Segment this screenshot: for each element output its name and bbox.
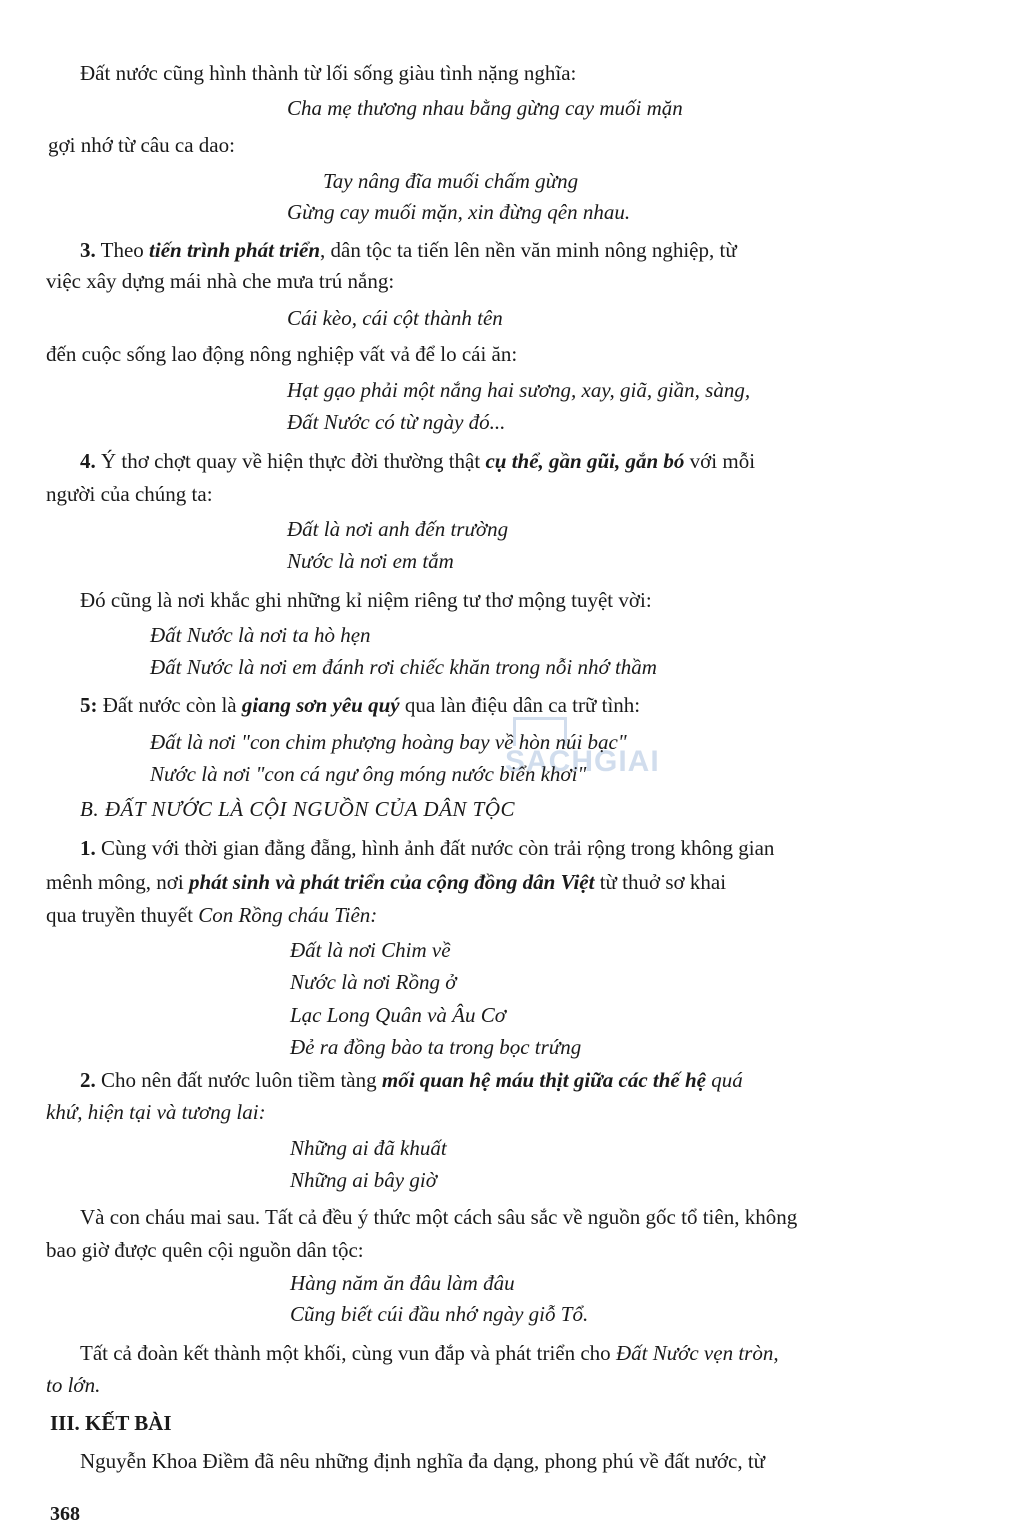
text-segment: Đất nước còn là	[97, 693, 242, 717]
text-segment: bao giờ được quên cội nguồn dân tộc:	[46, 1238, 364, 1262]
text-segment: tiến trình phát triển	[149, 238, 321, 262]
text-segment: Con Rồng cháu Tiên:	[198, 903, 378, 927]
verse-line	[290, 1034, 581, 1060]
text-segment: Lạc Long Quân và Âu Cơ	[290, 1003, 506, 1027]
text-segment: Đất Nước vẹn tròn,	[615, 1341, 779, 1365]
verse-line	[287, 305, 503, 331]
text-segment: từ thuở sơ khai	[594, 870, 727, 894]
text-line	[80, 237, 737, 263]
text-line	[46, 902, 377, 928]
watermark-logo: SACHGIAI	[505, 715, 620, 785]
text-segment: quá	[705, 1068, 743, 1092]
verse-line	[290, 1002, 506, 1028]
text-segment: Cho nên đất nước luôn tiềm tàng	[95, 1068, 382, 1092]
text-segment: với mỗi	[684, 449, 756, 473]
verse-line	[290, 969, 456, 995]
text-segment: Gừng cay muối mặn, xin đừng qên nhau.	[287, 200, 631, 224]
text-segment: Cha mẹ thương nhau bằng gừng cay muối mặn	[287, 96, 683, 120]
page-number: 368	[50, 1503, 80, 1525]
verse-line	[290, 1301, 588, 1327]
verse-line	[287, 199, 630, 225]
text-line	[46, 481, 213, 507]
text-line	[80, 1448, 765, 1474]
text-segment: Những ai bây giờ	[290, 1168, 437, 1192]
text-segment: Đất Nước là nơi em đánh rơi chiếc khăn trong nỗi nhớ thầm	[150, 655, 657, 679]
text-segment: Đất là nơi Chim về	[290, 938, 451, 962]
text-line	[80, 587, 652, 613]
verse-line	[290, 1167, 437, 1193]
text-segment: Tay nâng đĩa muối chấm gừng	[323, 169, 579, 193]
text-segment: Tất cả đoàn kết thành một khối, cùng vun đắp và phát triển cho	[80, 1341, 616, 1365]
text-segment: 4.	[80, 449, 96, 473]
text-line	[80, 448, 755, 474]
text-line	[46, 268, 394, 294]
text-segment: Theo	[95, 238, 150, 262]
text-segment: Đó cũng là nơi khắc ghi những kỉ niệm riêng tư thơ mộng tuyệt vời:	[80, 588, 652, 612]
verse-line	[287, 95, 683, 121]
verse-line	[287, 377, 750, 403]
text-segment: Nước là nơi em tắm	[287, 549, 454, 573]
text-segment: Đẻ ra đồng bào ta trong bọc trứng	[290, 1035, 582, 1059]
text-segment: 3.	[80, 238, 96, 262]
verse-line	[150, 761, 586, 787]
text-line	[80, 1204, 797, 1230]
text-segment: đến cuộc sống lao động nông nghiệp vất vả để lo cái ăn:	[46, 342, 518, 366]
text-segment: khứ, hiện tại và tương lai:	[46, 1100, 266, 1124]
text-segment: Ý thơ chợt quay về hiện thực đời thường thật	[95, 449, 486, 473]
text-segment: phát sinh và phát triển của cộng đồng dân Việt	[188, 870, 595, 894]
verse-line	[150, 654, 657, 680]
verse-line	[150, 729, 627, 755]
text-segment: Nguyễn Khoa Điềm đã nêu những định nghĩa đa dạng, phong phú về đất nước, từ	[80, 1449, 766, 1473]
text-segment: 5:	[80, 693, 98, 717]
text-segment: Đất là nơi anh đến trường	[287, 517, 509, 541]
text-line	[48, 132, 235, 158]
text-segment: giang sơn yêu quý	[241, 693, 400, 717]
text-line	[80, 1067, 743, 1093]
text-segment: III. KẾT BÀI	[50, 1411, 172, 1435]
text-segment: việc xây dựng mái nhà che mưa trú nắng:	[46, 269, 395, 293]
text-line	[80, 60, 576, 86]
text-segment: , dân tộc ta tiến lên nền văn minh nông nghiệp, từ	[320, 238, 737, 262]
text-segment: Và con cháu mai sau. Tất cả đều ý thức một cách sâu sắc về nguồn gốc tổ tiên, không	[80, 1205, 798, 1229]
verse-line	[290, 937, 451, 963]
verse-line	[290, 1270, 515, 1296]
text-segment: Cũng biết cúi đầu nhớ ngày giỗ Tổ.	[290, 1302, 589, 1326]
text-segment: Nước là nơi "con cá ngư ông móng nước biển khơi"	[150, 762, 587, 786]
text-segment: Những ai đã khuất	[290, 1136, 447, 1160]
text-segment: mối quan hệ máu thịt giữa các thế hệ	[381, 1068, 706, 1092]
verse-line	[150, 622, 371, 648]
text-line	[46, 1099, 266, 1125]
text-segment: Cùng với thời gian đằng đẵng, hình ảnh đất nước còn trải rộng trong không gian	[95, 836, 775, 860]
section-heading	[80, 796, 515, 822]
text-segment: Đất nước cũng hình thành từ lối sống giàu tình nặng nghĩa:	[80, 61, 577, 85]
text-line	[80, 692, 640, 718]
text-segment: 1.	[80, 836, 96, 860]
text-segment: Đất Nước có từ ngày đó...	[287, 410, 506, 434]
text-line	[46, 1372, 100, 1398]
text-segment: to lớn.	[46, 1373, 101, 1397]
text-line	[46, 1237, 364, 1263]
text-segment: Đất là nơi "con chim phượng hoàng bay về hòn núi bạc"	[150, 730, 627, 754]
text-segment: Đất Nước là nơi ta hò hẹn	[150, 623, 371, 647]
text-segment: Nước là nơi Rồng ở	[290, 970, 457, 994]
verse-line	[287, 548, 454, 574]
text-segment: 2.	[80, 1068, 96, 1092]
text-segment: qua làn điệu dân ca trữ tình:	[399, 693, 641, 717]
text-segment: Cái kèo, cái cột thành tên	[287, 306, 503, 330]
verse-line	[290, 1135, 447, 1161]
text-line	[46, 869, 726, 895]
verse-line	[323, 168, 578, 194]
text-segment: Hàng năm ăn đâu làm đâu	[290, 1271, 515, 1295]
text-segment: người của chúng ta:	[46, 482, 213, 506]
text-line	[80, 1340, 779, 1366]
text-line	[46, 341, 517, 367]
section-heading	[50, 1410, 172, 1436]
verse-line	[287, 516, 508, 542]
verse-line	[287, 409, 505, 435]
text-segment: qua truyền thuyết	[46, 903, 199, 927]
text-segment: B. ĐẤT NƯỚC LÀ CỘI NGUỒN CỦA DÂN TỘC	[80, 797, 516, 821]
text-segment: cụ thể, gần gũi, gắn bó	[485, 449, 685, 473]
text-line	[80, 835, 774, 861]
text-segment: Hạt gạo phải một nắng hai sương, xay, giã, giần, sàng,	[287, 378, 751, 402]
text-segment: gợi nhớ từ câu ca dao:	[48, 133, 235, 157]
text-segment: mênh mông, nơi	[46, 870, 189, 894]
